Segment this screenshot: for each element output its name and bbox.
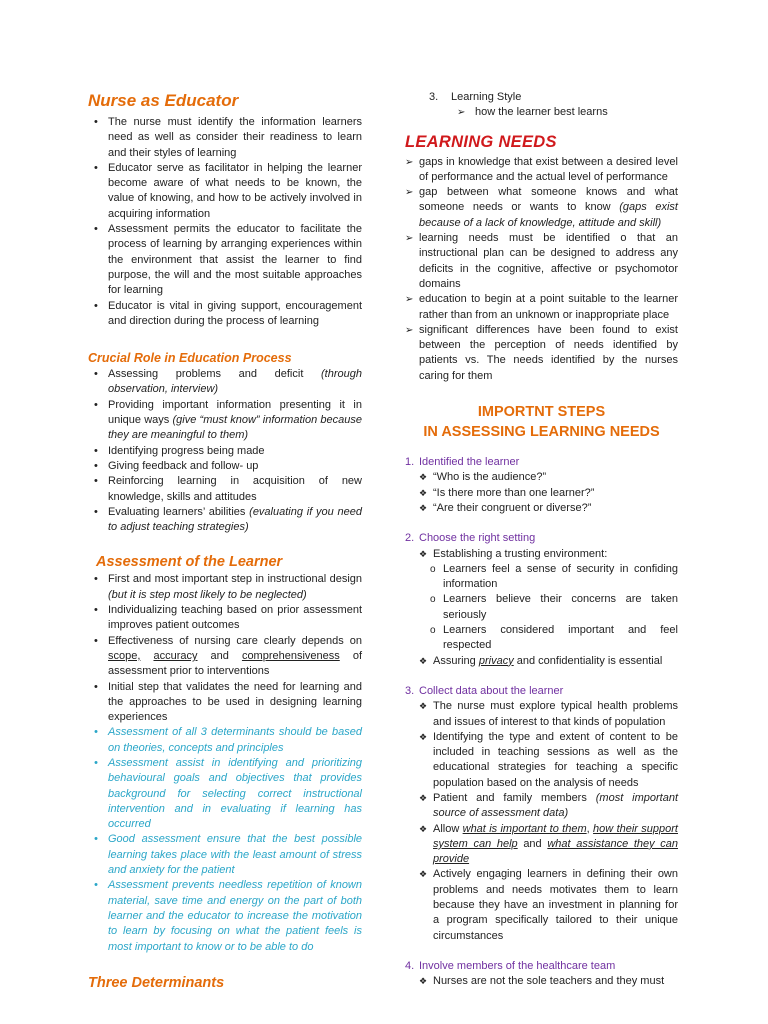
crucial-item: • Giving feedback and follow- up <box>88 459 362 474</box>
step-1-item: ❖ “Who is the audience?” <box>419 470 678 485</box>
step-3-item: ❖ The nurse must explore typical health problems and issues of interest to that kinds of population <box>419 699 678 730</box>
step-1-item: ❖ “Is there more than one learner?” <box>419 486 678 501</box>
educator-item: • The nurse must identify the information learners need as well as consider their readiness to learn and their styles of learning <box>88 115 362 161</box>
assessment-learner-heading: Assessment of the Learner <box>96 554 283 571</box>
learning-needs-list <box>405 155 678 384</box>
nurse-educator-heading: Nurse as Educator <box>88 91 239 110</box>
assessment-item: • First and most important step in instructional design (but it is step most likely to be neglected) <box>88 572 362 603</box>
step-2-item: ❖ Establishing a trusting environment: <box>419 547 678 562</box>
needs-item: ➢ learning needs must be identified o that an instructional plan can be designed to address any deficits in the cognitive, affective or psychomotor domains <box>405 231 678 292</box>
right-column <box>405 0 678 990</box>
learning-style-sub-item: ➢ how the learner best learns <box>457 105 678 120</box>
assessment-note-item: • Good assessment ensure that the best possible learning takes place with the least amount of stress and anxiety for the patient <box>88 832 362 878</box>
step-4-title: 4. Involve members of the healthcare team <box>405 959 616 972</box>
assessment-item: • Effectiveness of nursing care clearly depends on scope, accuracy and comprehensiveness of assessment prior to interventions <box>88 634 362 680</box>
learning-style-label: Learning Style <box>451 91 522 103</box>
assessment-note-item: • Assessment assist in identifying and prioritizing behavioural goals and objectives that provides background for selecting correct instructional intervention and in evaluating if learning has occurred <box>88 756 362 832</box>
assessment-item: • Individualizing teaching based on prior assessment improves patient outcomes <box>88 603 362 634</box>
crucial-role-list <box>88 367 362 535</box>
learning-needs-heading: LEARNING NEEDS <box>405 132 557 151</box>
step-2-item: ❖ Assuring privacy and confidentiality is essential <box>419 654 678 669</box>
step-1-item: ❖ “Are their congruent or diverse?” <box>419 501 678 516</box>
crucial-item: • Reinforcing learning in acquisition of new knowledge, skills and attitudes <box>88 474 362 505</box>
list-number: 3. <box>429 91 439 103</box>
needs-item: ➢ education to begin at a point suitable to the learner rather than from an unknown or inappropriate place <box>405 292 678 323</box>
steps-heading-line: IMPORTNT STEPS <box>477 404 606 421</box>
crucial-role-heading: Crucial Role in Education Process <box>88 351 292 366</box>
crucial-item: • Providing important information presenting it in unique ways (give “must know” information because they are meaningful to them) <box>88 398 362 444</box>
step-2-subitem: o Learners feel a sense of security in confiding information <box>429 562 678 593</box>
crucial-item: • Evaluating learners’ abilities (evaluating if you need to adjust teaching strategies) <box>88 505 362 536</box>
three-determinants-heading: Three Determinants <box>88 974 225 991</box>
step-3-item: ❖ Patient and family members (most important source of assessment data) <box>419 791 678 822</box>
step-4-item: ❖ Nurses are not the sole teachers and they must <box>419 974 678 989</box>
educator-item: • Assessment permits the educator to facilitate the process of learning by arranging experiences within the environment that assist the learner to find purpose, the will and the most suitable approaches for learning <box>88 222 362 298</box>
needs-item: ➢ gap between what someone knows and what someone needs or wants to know (gaps exist because of a lack of knowledge, attitude and skill) <box>405 185 678 231</box>
step-3-list <box>405 699 678 944</box>
step-2-sublist <box>405 562 678 654</box>
educator-item: • Educator serve as facilitator in helping the learner become aware of what needs to be known, the value of knowing, and how to be actively involved in acquiring information <box>88 161 362 222</box>
educator-item: • Educator is vital in giving support, encouragement and direction during the process of learning <box>88 299 362 330</box>
step-4-list <box>405 974 678 989</box>
crucial-item: • Assessing problems and deficit (through observation, interview) <box>88 367 362 398</box>
step-2-subitem: o Learners believe their concerns are taken seriously <box>429 592 678 623</box>
needs-item: ➢ gaps in knowledge that exist between a desired level of performance and the actual level of performance <box>405 155 678 186</box>
assessment-note-item: • Assessment of all 3 determinants should be based on theories, concepts and principles <box>88 725 362 756</box>
learning-style-item <box>405 90 678 105</box>
assessment-item: • Initial step that validates the need for learning and the approaches to be used in designing learning experiences <box>88 680 362 726</box>
step-1-list <box>405 470 678 516</box>
step-3-item: ❖ Identifying the type and extent of content to be included in teaching sessions as well as the educational strategies for teaching a specific population based on the analysis of needs <box>419 730 678 791</box>
crucial-item: • Identifying progress being made <box>88 444 362 459</box>
step-2-subitem: o Learners considered important and feel respected <box>429 623 678 654</box>
left-column <box>88 0 362 993</box>
step-2-list <box>405 547 678 562</box>
needs-item: ➢ significant differences have been found to exist between the perception of needs identified by patients vs. The needs identified by the nurses caring for them <box>405 323 678 384</box>
assessment-list <box>88 572 362 954</box>
step-3-title: 3. Collect data about the learner <box>405 684 564 697</box>
step-3-item: ❖ Allow what is important to them, how their support system can help and what assistance they can provide <box>419 822 678 868</box>
step-2-title: 2. Choose the right setting <box>405 532 536 545</box>
steps-heading-line: IN ASSESSING LEARNING NEEDS <box>423 424 660 441</box>
step-2-list-b <box>405 654 678 669</box>
step-3-item: ❖ Actively engaging learners in defining their own problems and needs motivates them to learn because they have an investment in planning for a program specifically tailored to their unique circumstances <box>419 867 678 943</box>
steps-heading <box>405 402 678 442</box>
learning-style-sub <box>405 105 678 120</box>
assessment-note-item: • Assessment prevents needless repetition of known material, save time and energy on the part of both learner and the educator to increase the motivation to learn by focusing on what the patient feels is most important to know or to be able to do <box>88 878 362 954</box>
educator-list <box>88 115 362 329</box>
step-1-title: 1. Identified the learner <box>405 456 520 469</box>
